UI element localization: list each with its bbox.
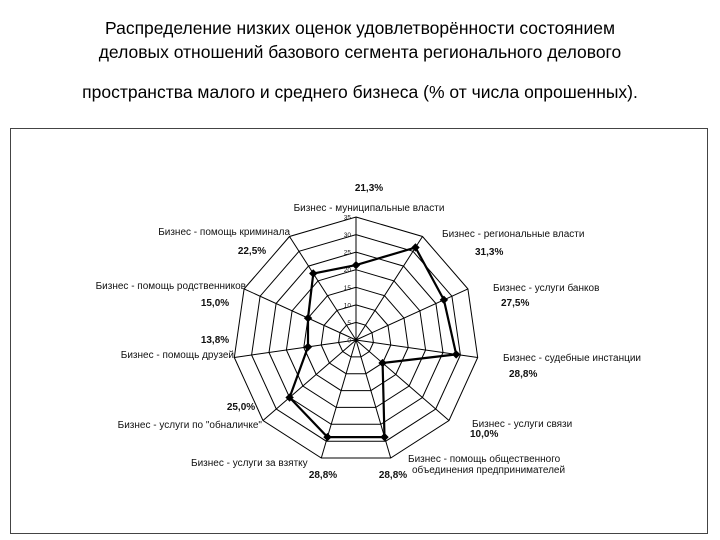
value-label: 22,5%	[237, 246, 267, 257]
value-label: 27,5%	[501, 298, 530, 309]
radial-tick-label: 5	[347, 319, 351, 327]
radial-tick-label: 0	[347, 337, 351, 345]
category-label: Бизнес - помощь криминала	[158, 227, 290, 238]
value-label: 28,8%	[308, 470, 338, 481]
category-label: Бизнес - помощь друзей	[120, 350, 234, 361]
category-label: Бизнес - услуги по "обналичке"	[117, 420, 262, 431]
grid-spoke	[356, 340, 449, 421]
category-label: Бизнес - услуги связи	[472, 419, 573, 430]
data-point	[411, 243, 419, 251]
category-label-cont: объединения предпринимателей	[412, 465, 566, 476]
data-point	[440, 296, 448, 304]
chart-title-line-1: Распределение низких оценок удовлетворённости состоянием	[105, 18, 615, 38]
data-point	[352, 261, 360, 269]
category-label: Бизнес - судебные инстанции	[503, 353, 641, 364]
category-label: Бизнес - помощь общественного	[408, 454, 561, 465]
value-label: 15,0%	[200, 298, 230, 309]
value-label: 28,8%	[509, 369, 538, 380]
value-label: 31,3%	[475, 247, 504, 258]
radial-tick-label: 20	[343, 267, 351, 275]
category-label: Бизнес - услуги банков	[493, 283, 600, 294]
chart-title-line-3: пространства малого и среднего бизнеса (% от числа опрошенных).	[82, 82, 638, 102]
value-label: 21,3%	[354, 183, 384, 194]
category-label: Бизнес - услуги за взятку	[191, 458, 308, 469]
radial-tick-label: 10	[343, 302, 351, 310]
radial-tick-label: 30	[343, 232, 351, 240]
value-label: 25,0%	[226, 402, 256, 413]
radial-tick-label: 25	[343, 249, 351, 257]
radial-tick-labels	[344, 215, 352, 345]
grid-spoke	[263, 337, 356, 421]
radial-tick-label: 35	[343, 214, 351, 222]
radar-grid	[234, 214, 477, 458]
value-label: 13,8%	[200, 335, 230, 346]
chart-title-line-2: деловых отношений базового сегмента регионального делового	[98, 42, 622, 62]
category-label: Бизнес - региональные власти	[442, 229, 585, 240]
radial-tick-label: 15	[343, 284, 351, 292]
category-label: Бизнес - муниципальные власти	[293, 203, 445, 214]
data-point	[309, 269, 317, 277]
value-label: 10,0%	[470, 429, 499, 440]
category-label: Бизнес - помощь родственников	[95, 281, 246, 292]
value-label: 28,8%	[378, 470, 408, 481]
